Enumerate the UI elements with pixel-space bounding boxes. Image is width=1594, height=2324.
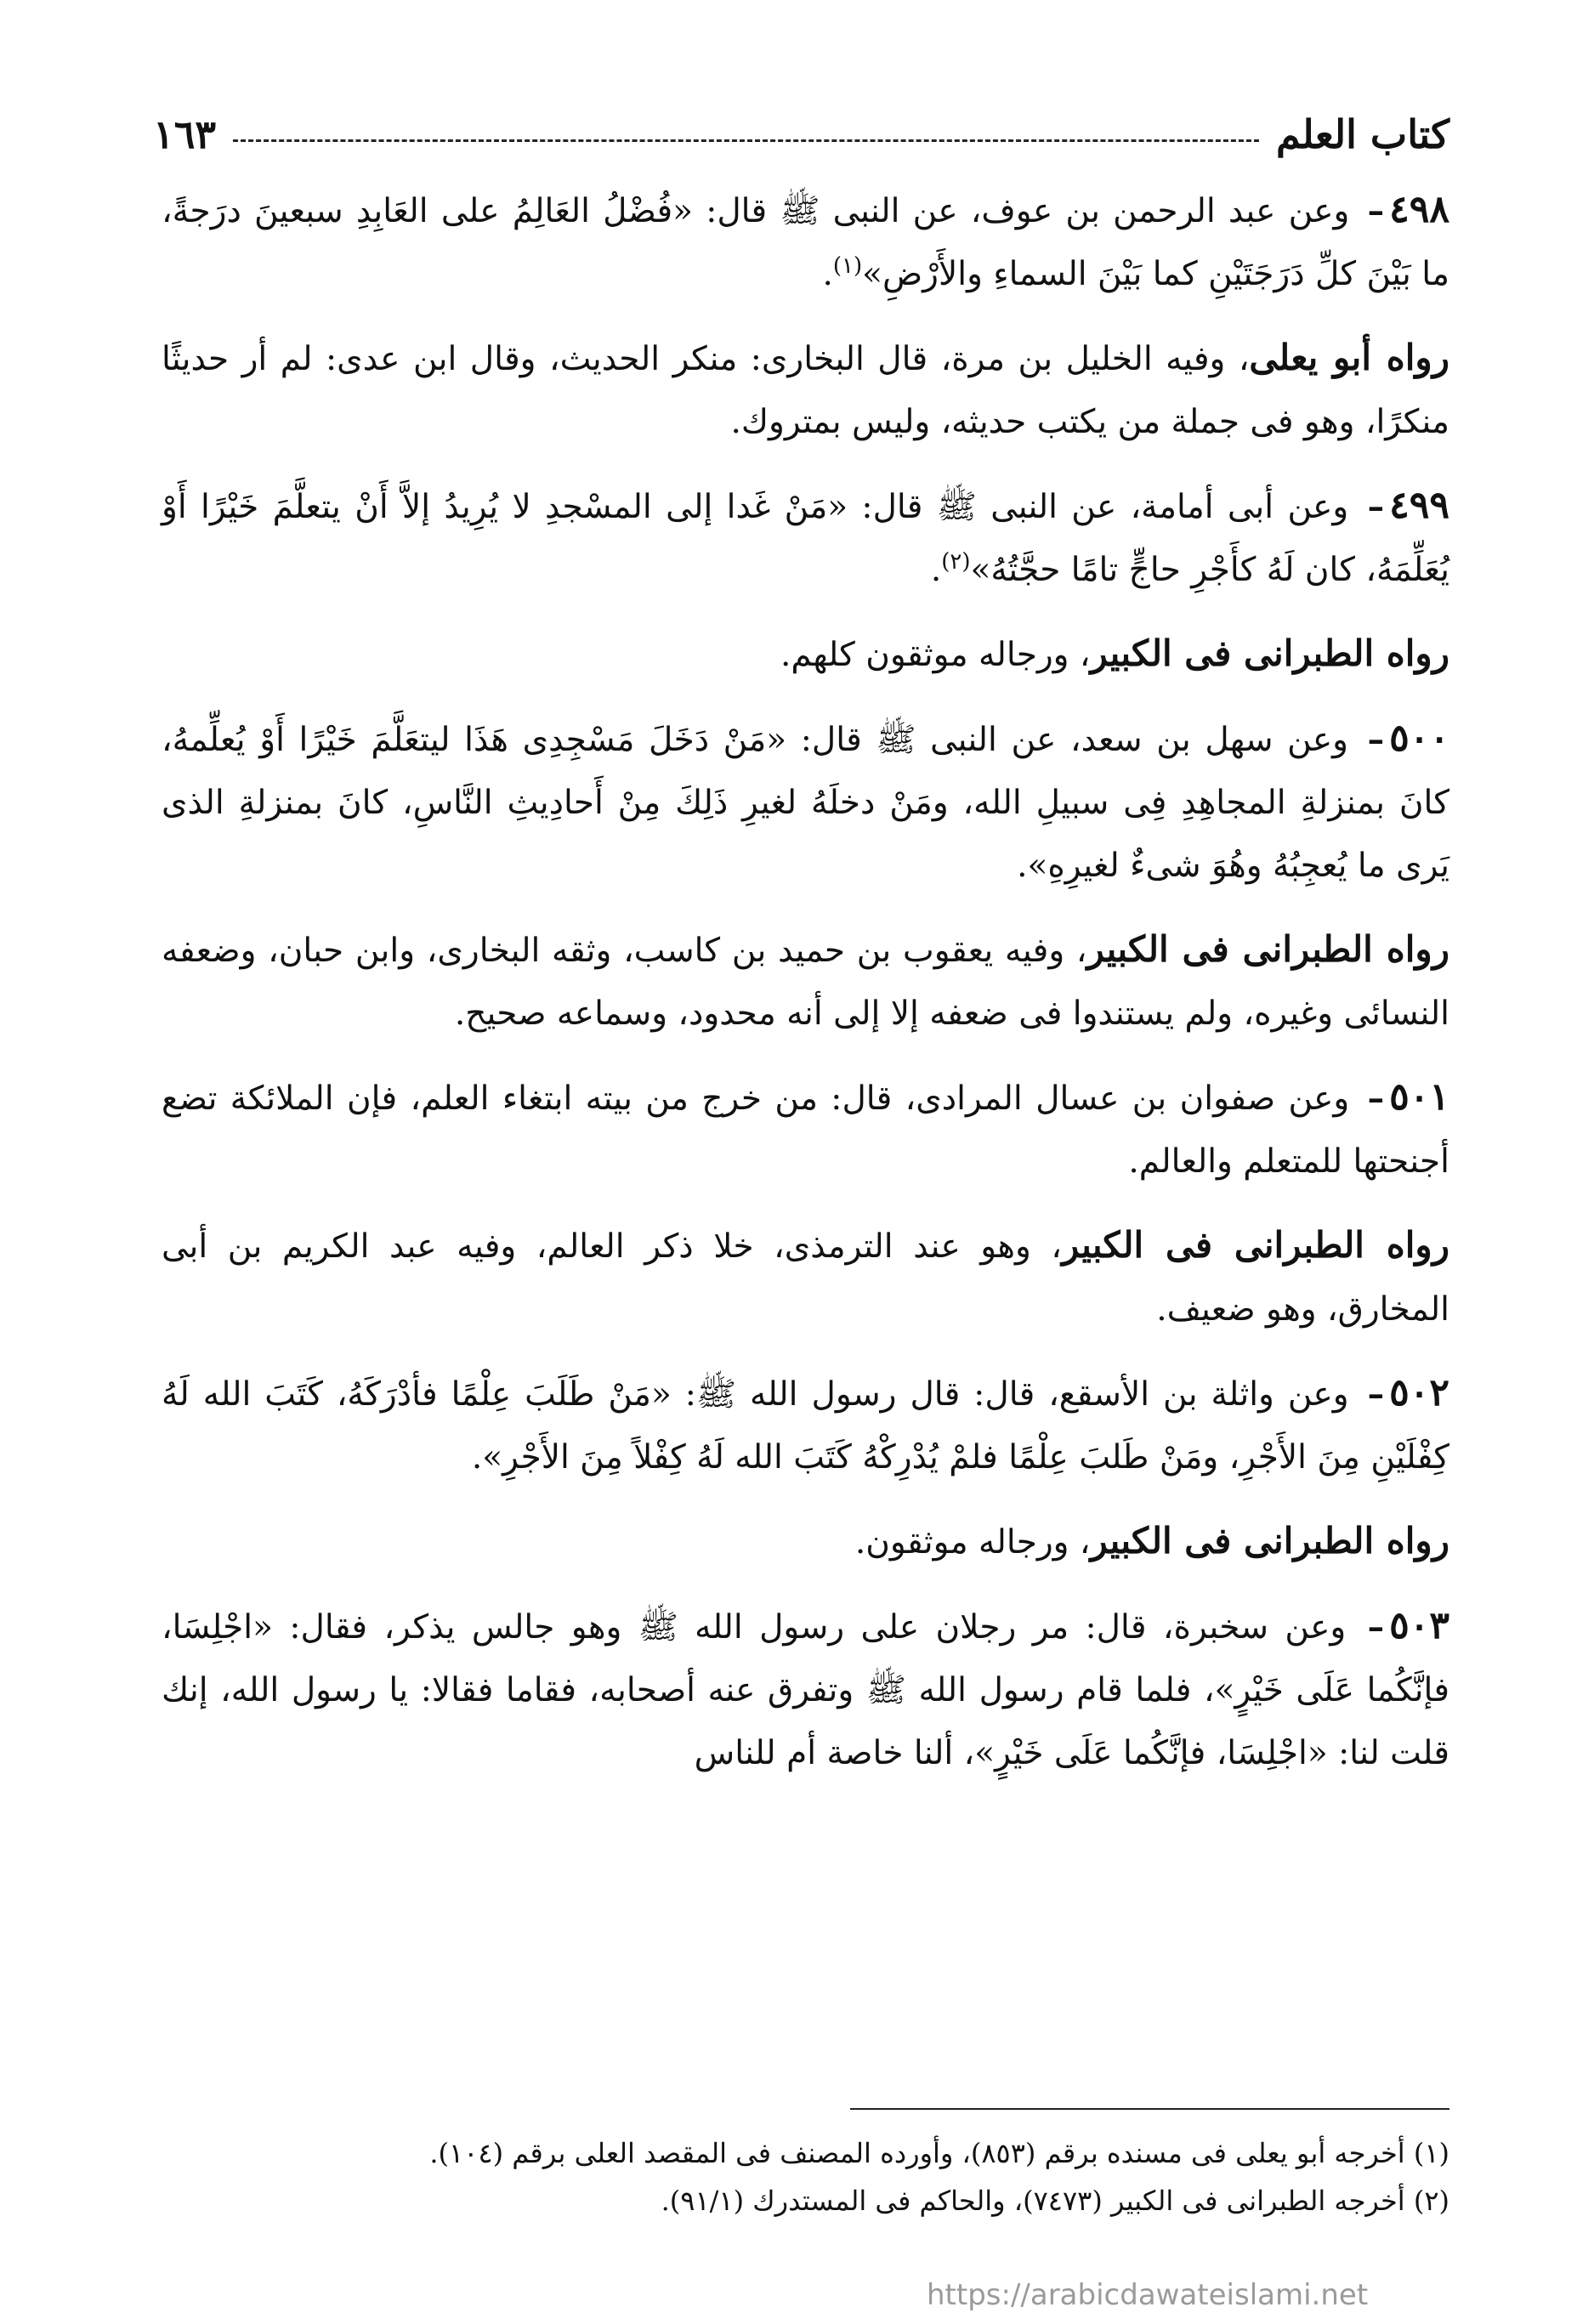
hadith-text: وعن عبد الرحمن بن عوف، عن النبى ﷺ قال: «فُضْلُ العَالِمُ على العَابِدِ سبعينَ درَجةً، ما بَيْنَ كلِّ دَرَجَتَيْنِ كما بَيْنَ السماءِ والأَرْضِ» [162,192,1449,293]
footnote-1: (١) أخرجه أبو يعلى فى مسنده برقم (٨٥٣)، وأورده المصنف فى المقصد العلى برقم (١٠٤). [429,2137,1449,2169]
hadith-text: وعن أبى أمامة، عن النبى ﷺ قال: «مَنْ غَدا إلى المسْجدِ لا يُرِيدُ إلاَّ أَنْ يتعلَّمَ خَيْرًا أَوْ يُعَلِّمَهُ، كان لَهُ كأَجْرِ حاجٍّ تامًا حجَّتُهُ» [162,488,1449,589]
hadith-498: ٤٩٨– وعن عبد الرحمن بن عوف، عن النبى ﷺ قال: «فُضْلُ العَالِمُ على العَابِدِ سبعينَ درَجةً، ما بَيْنَ كلِّ دَرَجَتَيْنِ كما بَيْنَ السماءِ والأَرْضِ»$^{(١)}$. [162,188,1449,293]
source-label: رواه أبو يعلى [1249,337,1449,378]
takhrij-500 [162,918,1449,1046]
takhrij-501 [162,1214,1449,1341]
footnote-ref[interactable]: (٢) [941,549,971,575]
hadith-500: ٥٠٠– وعن سهل بن سعد، عن النبى ﷺ قال: «مَنْ دَخَلَ مَسْجِدِى هَذَا ليتعَلَّمَ خَيْرًا أَوْ يُعلِّمهُ، كانَ بمنزلةِ المجاهِدِ فِى سبيلِ الله، ومَنْ دخلَهُ لغيرِ ذَلِكَ مِنْ أَحادِيثِ النَّاسِ، كانَ بمنزلةِ الذى يَرى ما يُعجِبُهُ وهُوَ شىءٌ لغيرِهِ». [162,717,1449,885]
hadith-503: ٥٠٣– وعن سخبرة، قال: مر رجلان على رسول الله ﷺ وهو جالس يذكر، فقال: «اجْلِسَا، فإنَّكُما عَلَى خَيْرٍ»، فلما قام رسول الله ﷺ وتفرق عنه أصحابه، فقاما فقالا: يا رسول الله، إنك قلت لنا: «اجْلِسَا، فإنَّكُما عَلَى خَيْرٍ»، ألنا خاصة أم للناس [162,1604,1449,1772]
hadith-text: وعن سهل بن سعد، عن النبى ﷺ قال: «مَنْ دَخَلَ مَسْجِدِى هَذَا ليتعَلَّمَ خَيْرًا أَوْ يُعلِّمهُ، كانَ بمنزلةِ المجاهِدِ فِى سبيلِ الله، ومَنْ دخلَهُ لغيرِ ذَلِكَ مِنْ أَحادِيثِ النَّاسِ، كانَ بمنزلةِ الذى يَرى ما يُعجِبُهُ وهُوَ شىءٌ لغيرِهِ». [162,721,1449,885]
hadith-number: ٥٠٢ [1389,1371,1449,1414]
source-label: رواه الطبرانى فى الكبير [1090,1520,1449,1562]
hadith-502: ٥٠٢– وعن واثلة بن الأسقع، قال: قال رسول الله ﷺ: «مَنْ طَلَبَ عِلْمًا فأدْرَكَهُ، كَتَبَ الله لَهُ كِفْلَيْنِ مِنَ الأَجْرِ، ومَنْ طَلبَ عِلْمًا فلمْ يُدْرِكْهُ كَتَبَ الله لَهُ كِفْلاً مِنَ الأَجْرِ». [162,1371,1449,1477]
takhrij-498 [162,326,1449,454]
book-title: كتاب العلم [1276,111,1449,157]
main-text [162,179,1449,1805]
hadith-text: وعن صفوان بن عسال المرادى، قال: من خرج من بيته ابتغاء العلم، فإن الملائكة تضع أجنحتها للمتعلم والعالم. [162,1080,1449,1181]
footnote-separator [850,2108,1449,2110]
source-label: رواه الطبرانى فى الكبير [1061,1224,1449,1266]
hadith-number: ٤٩٨ [1389,188,1449,231]
hadith-text: وعن واثلة بن الأسقع، قال: قال رسول الله ﷺ: «مَنْ طَلَبَ عِلْمًا فأدْرَكَهُ، كَتَبَ الله لَهُ كِفْلَيْنِ مِنَ الأَجْرِ، ومَنْ طَلبَ عِلْمًا فلمْ يُدْرِكْهُ كَتَبَ الله لَهُ كِفْلاً مِنَ الأَجْرِ». [162,1375,1449,1477]
hadith-number: ٥٠١ [1389,1075,1449,1119]
takhrij-text: ، ورجاله موثقون كلهم. [780,636,1091,674]
watermark-url: https://arabicdawateislami.net [927,2278,1369,2312]
hadith-number: ٥٠٣ [1389,1604,1449,1647]
footnote-2: (٢) أخرجه الطبرانى فى الكبير (٧٤٧٣)، والحاكم فى المستدرك (٩١/١). [661,2185,1449,2217]
footnotes [162,2129,1449,2225]
takhrij-text: ، وفيه الخليل بن مرة، قال البخارى: منكر الحديث، وقال ابن عدى: لم أر حديثًا منكرًا، وهو فى جملة من يكتب حديثه، وليس بمتروك. [162,340,1449,441]
page-number: ١٦٣ [153,111,217,157]
takhrij-502 [162,1510,1449,1574]
source-label: رواه الطبرانى فى الكبير [1086,928,1449,970]
hadith-number: ٥٠٠ [1389,717,1449,760]
takhrij-499 [162,622,1449,687]
hadith-499: ٤٩٩– وعن أبى أمامة، عن النبى ﷺ قال: «مَنْ غَدا إلى المسْجدِ لا يُرِيدُ إلاَّ أَنْ يتعلَّمَ خَيْرًا أَوْ يُعَلِّمَهُ، كان لَهُ كأَجْرِ حاجٍّ تامًا حجَّتُهُ»$^{(٢)}$. [162,484,1449,589]
header-rule [233,139,1259,142]
running-header [153,100,1449,168]
hadith-501: ٥٠١– وعن صفوان بن عسال المرادى، قال: من خرج من بيته ابتغاء العلم، فإن الملائكة تضع أجنحتها للمتعلم والعالم. [162,1075,1449,1181]
hadith-number: ٤٩٩ [1389,484,1449,527]
footnote-ref[interactable]: (١) [832,253,863,279]
takhrij-text: ، وفيه يعقوب بن حميد بن كاسب، وثقه البخارى، وابن حبان، وضعفه النسائى وغيره، ولم يستندوا فى ضعفه إلا إلى أنه محدود، وسماعه صحيح. [162,932,1449,1033]
takhrij-text: ، وهو عند الترمذى، خلا ذكر العالم، وفيه عبد الكريم بن أبى المخارق، وهو ضعيف. [162,1227,1449,1329]
takhrij-text: ، ورجاله موثقون. [854,1523,1091,1562]
hadith-text: وعن سخبرة، قال: مر رجلان على رسول الله ﷺ وهو جالس يذكر، فقال: «اجْلِسَا، فإنَّكُما عَلَى خَيْرٍ»، فلما قام رسول الله ﷺ وتفرق عنه أصحابه، فقاما فقالا: يا رسول الله، إنك قلت لنا: «اجْلِسَا، فإنَّكُما عَلَى خَيْرٍ»، ألنا خاصة أم للناس [162,1608,1449,1772]
source-label: رواه الطبرانى فى الكبير [1090,632,1449,674]
